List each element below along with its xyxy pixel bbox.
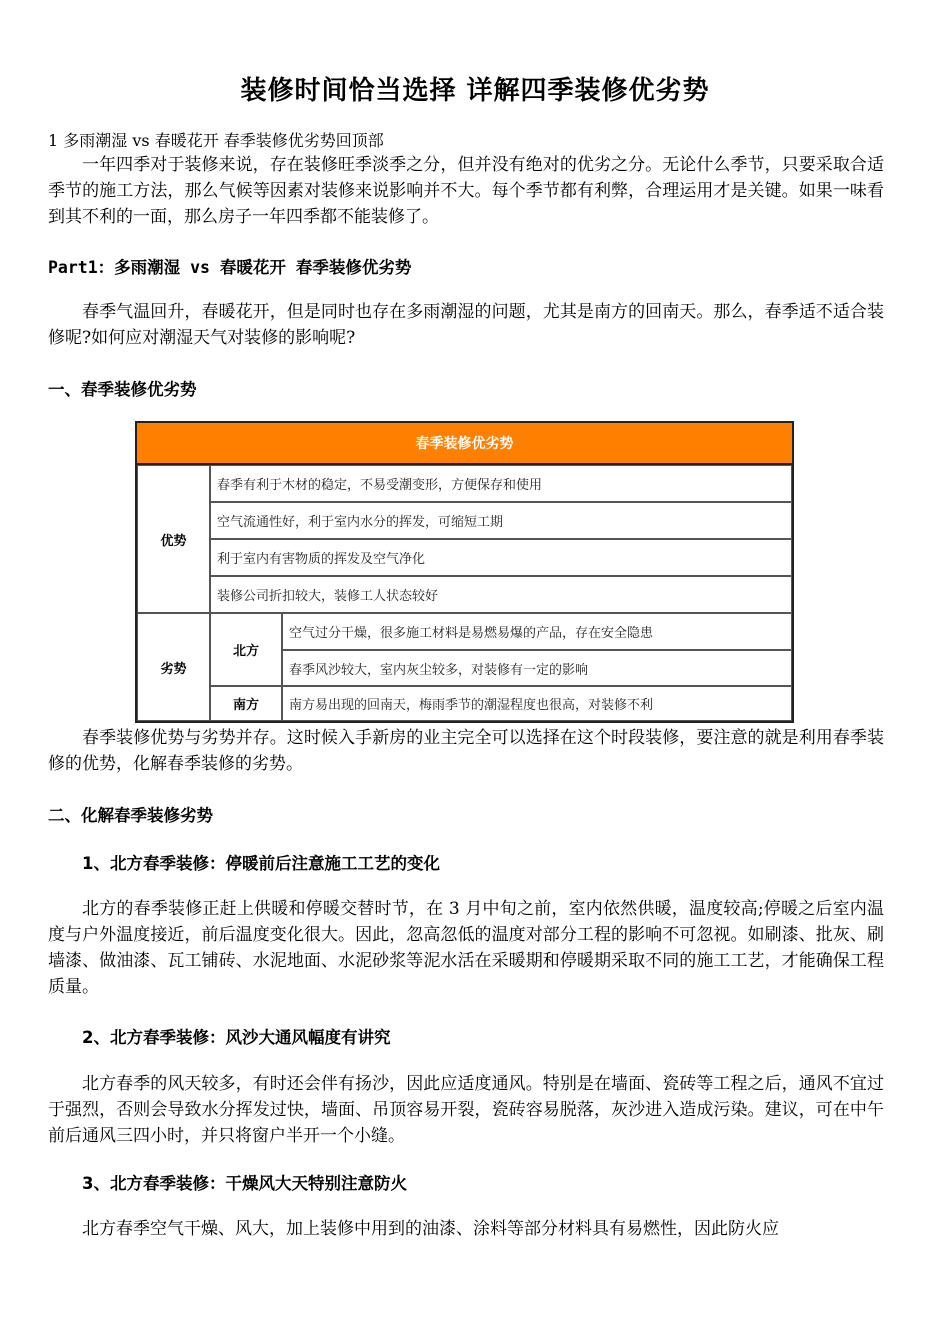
- north-item: 春季风沙较大，室内灰尘较多，对装修有一定的影响: [282, 650, 792, 686]
- north-label: 北方: [210, 613, 282, 686]
- south-item: 南方易出现的回南天，梅雨季节的潮湿程度也很高，对装修不利: [282, 686, 792, 721]
- south-label: 南方: [210, 686, 282, 721]
- sub3-heading: 3、北方春季装修：干燥风大天特别注意防火: [82, 1174, 407, 1193]
- sub1-heading: 1、北方春季装修：停暖前后注意施工工艺的变化: [82, 854, 440, 873]
- advantage-label: 优势: [137, 465, 210, 613]
- section1-heading: 一、春季装修优劣势: [48, 380, 197, 399]
- part1-heading: Part1：多雨潮湿 vs 春暖花开 春季装修优劣势: [48, 258, 412, 277]
- advantage-item: 空气流通性好，利于室内水分的挥发，可缩短工期: [210, 502, 792, 539]
- disadvantage-label: 劣势: [137, 613, 210, 721]
- page-title: 装修时间恰当选择 详解四季装修优劣势: [240, 76, 710, 106]
- sub2-heading: 2、北方春季装修：风沙大通风幅度有讲究: [82, 1028, 391, 1047]
- sub2-paragraph: 北方春季的风天较多，有时还会伴有扬沙，因此应适度通风。特别是在墙面、瓷砖等工程之后，通风不宜过于强烈，否则会导致水分挥发过快，墙面、吊顶容易开裂，瓷砖容易脱落，灰沙进入造成污染。建议，可在中午前后通风三四小时，并只将窗户半开一个小缝。: [48, 1074, 884, 1146]
- section-subtitle: 1 多雨潮湿 vs 春暖花开 春季装修优劣势回顶部: [48, 131, 384, 150]
- after-table-paragraph: 春季装修优势与劣势并存。这时候入手新房的业主完全可以选择在这个时段装修，要注意的就是利用春季装修的优势，化解春季装修的劣势。: [48, 728, 884, 774]
- advantage-item: 利于室内有害物质的挥发及空气净化: [210, 539, 792, 576]
- advantage-item: 春季有利于木材的稳定，不易受潮变形，方便保存和使用: [210, 465, 792, 502]
- spring-pros-cons-table: [135, 421, 794, 723]
- intro-paragraph: 一年四季对于装修来说，存在装修旺季淡季之分，但并没有绝对的优劣之分。无论什么季节，只要采取合适季节的施工方法，那么气候等因素对装修来说影响并不大。每个季节都有利弊，合理运用才是关键。如果一味看到其不利的一面，那么房子一年四季都不能装修了。: [48, 155, 884, 227]
- sub1-paragraph: 北方的春季装修正赶上供暖和停暖交替时节，在 3 月中旬之前，室内依然供暖，温度较高;停暖之后室内温度与户外温度接近，前后温度变化很大。因此，忽高忽低的温度对部分工程的影响不可忽视。如刷漆、批灰、刷墙漆、做油漆、瓦工铺砖、水泥地面、水泥砂浆等泥水活在采暖期和停暖期采取不同的施工工艺，才能确保工程质量。: [48, 899, 884, 997]
- part1-paragraph: 春季气温回升，春暖花开，但是同时也存在多雨潮湿的问题，尤其是南方的回南天。那么，春季适不适合装修呢?如何应对潮湿天气对装修的影响呢?: [48, 302, 884, 348]
- north-item: 空气过分干燥，很多施工材料是易燃易爆的产品，存在安全隐患: [282, 613, 792, 650]
- advantage-item: 装修公司折扣较大，装修工人状态较好: [210, 576, 792, 613]
- sub3-paragraph: 北方春季空气干燥、风大，加上装修中用到的油漆、涂料等部分材料具有易燃性，因此防火应: [82, 1219, 779, 1239]
- table-header: 春季装修优劣势: [137, 423, 792, 465]
- section2-heading: 二、化解春季装修劣势: [48, 806, 213, 825]
